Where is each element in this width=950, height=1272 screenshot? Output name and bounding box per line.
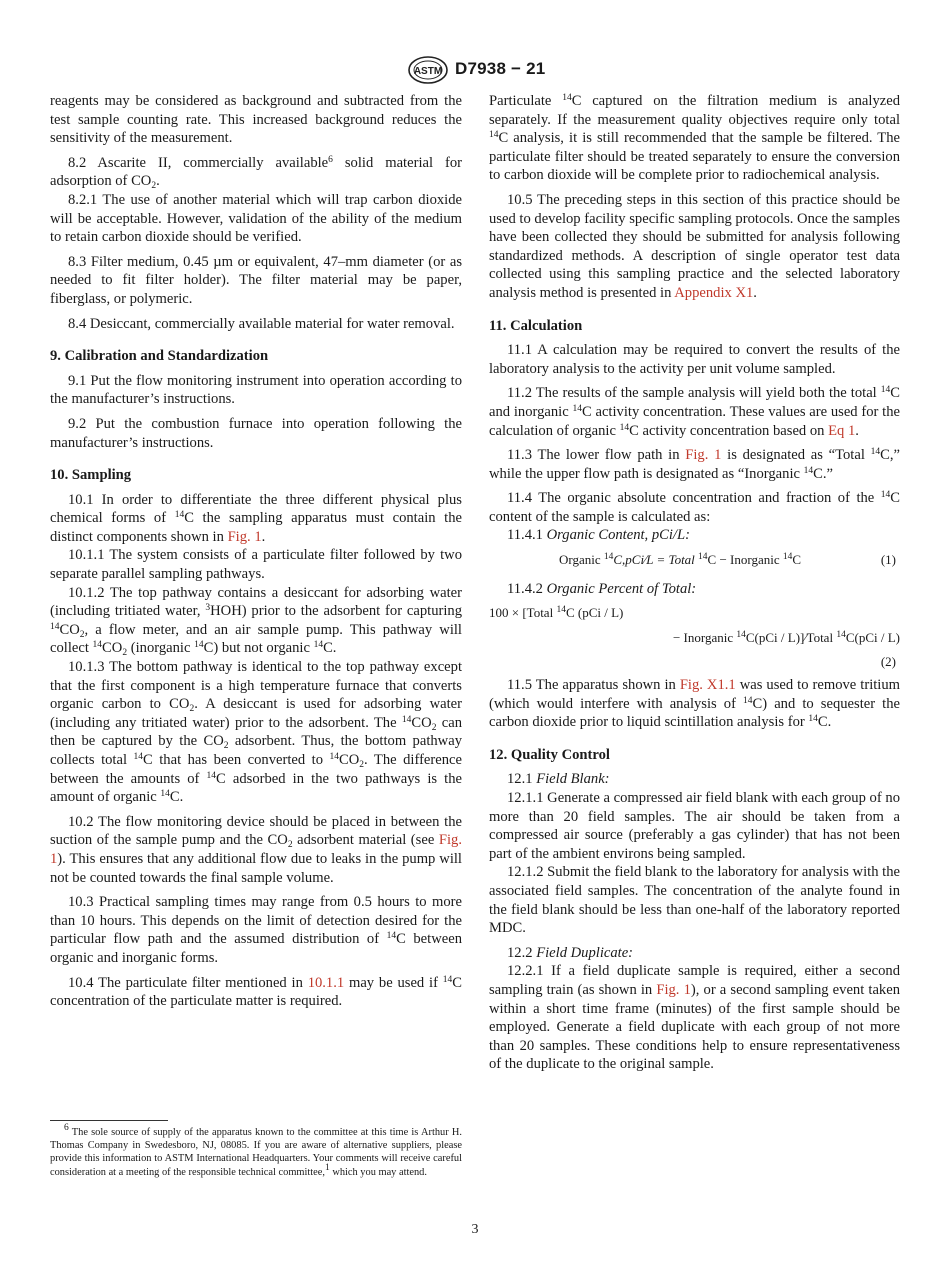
paragraph-11-5: 11.5 The apparatus shown in Fig. X1.1 was used to remove tritium (which would interfere with analysis of $^{14}$C) and to sequester the carbon dioxide prior to liquid scintillation analysis for $^{14}$C.	[489, 677, 901, 731]
paragraph-12-1-1: 12.1.1 Generate a compressed air field blank with each group of no more than 20 field samples. The air should be taken from a compressed air source (preferably a gas cylinder) that has not been part of the ambient environs being sampled.	[489, 790, 900, 862]
paragraph-intro: reagents may be considered as background and subtracted from the test sample counting rate. This increased background reduces the sensitivity of the measurement.	[50, 93, 462, 147]
paragraph-12-1: 12.1 Field Blank:	[507, 771, 610, 788]
paragraph-11-4-1: 11.4.1 Organic Content, pCi/L:	[507, 527, 690, 544]
fig-1-link[interactable]: Fig. 1	[50, 832, 462, 867]
paragraph-11-4-2: 11.4.2 Organic Percent of Total:	[507, 580, 697, 597]
paragraph-9-2: 9.2 Put the combustion furnace into operation following the manufacturer’s instructions.	[50, 415, 462, 451]
fig-1-link[interactable]: Fig. 1	[685, 447, 722, 464]
paragraph-11-2: 11.2 The results of the sample analysis will yield both the total $^{14}$C and inorganic $^{14}$C activity concentration. These values are used for the calculation of organic $^{14}$C activity concentration based on Eq 1.	[489, 385, 900, 439]
fig-1-link[interactable]: Fig. 1	[656, 981, 691, 998]
paragraph-10-1: 10.1 In order to differentiate the three different physical plus chemical forms of $^{14}$C the sampling apparatus must contain the distinct components shown in Fig. 1.	[50, 491, 462, 545]
section-heading-12: 12. Quality Control	[489, 746, 610, 763]
paragraph-9-1: 9.1 Put the flow monitoring instrument into operation according to the manufacturer’s instructions.	[50, 372, 462, 408]
paragraph-8-4: 8.4 Desiccant, commercially available material for water removal.	[68, 315, 455, 332]
equation-number: (1)	[880, 552, 896, 568]
paragraph-10-2: 10.2 The flow monitoring device should be placed in between the suction of the sample pump and the $CO_2$ adsorbent material (see Fig. 1). This ensures that any additional flow due to leaks in the pump will not be counted towards the final sample volume.	[50, 813, 462, 886]
section-heading-10: 10. Sampling	[50, 467, 132, 484]
left-column	[50, 92, 462, 1017]
section-heading-11: 11. Calculation	[489, 317, 583, 334]
fig-x1-1-link[interactable]: Fig. X1.1	[679, 677, 736, 694]
paragraph-8-3: 8.3 Filter medium, 0.45 µm or equivalent, 47–mm diameter (or as needed to fit filter holder). The filter material may be paper, fiberglass, or polymeric.	[50, 253, 462, 307]
paragraph-12-1-2: 12.1.2 Submit the field blank to the laboratory for analysis with the associated field samples. The concentration of the analyte found in the field blank should be less than one-half of the laboratory reported MDC.	[489, 864, 900, 937]
appendix-x1-link[interactable]: Appendix X1	[674, 284, 754, 301]
equation-2-line-1: 100 × [Total $^{14}$C (pCi / L)	[489, 605, 624, 621]
fig-1-link[interactable]: Fig. 1	[227, 528, 262, 545]
equation-1: Organic $^{14}$C,pCi⁄L = Total $^{14}$C − Inorganic $^{14}$C (1)	[489, 551, 900, 570]
section-heading-9: 9. Calibration and Standardization	[50, 348, 269, 365]
paragraph-12-2: 12.2 Field Duplicate:	[507, 944, 634, 961]
paragraph-8-2-1: 8.2.1 The use of another material which will trap carbon dioxide will be acceptable. However, validation of the ability of the medium to retain carbon dioxide should be verified.	[50, 191, 462, 246]
paragraph-8-2: 8.2 Ascarite II, commercially available$^6$ solid material for adsorption of $CO_2$.	[50, 154, 463, 192]
paragraph-12-2-1: 12.2.1 If a field duplicate sample is required, either a second sampling train (as shown in Fig. 1), or a second sampling event taken within a short time frame (minutes) of the first sample should be employed. Generate a field duplicate with each group of not more than 20 samples. These conditions help to ensure representativeness of the duplicate to the original sample.	[489, 963, 900, 1073]
footnote-6: $^6$ The sole source of supply of the apparatus known to the committee at this time is Arthur H. Thomas Company in Swedesboro, NJ, 08085. If you are aware of alternative suppliers, please provide this information to ASTM International Headquarters. Your comments will receive careful consideration at a meeting of the responsible technical committee,$^1$ which you may attend.	[50, 1123, 462, 1178]
eq-1-link[interactable]: Eq 1	[828, 422, 856, 439]
logo-text: ASTM	[413, 66, 443, 77]
document-id: D7938 − 21	[455, 59, 546, 78]
paragraph-10-3: 10.3 Practical sampling times may range from 0.5 hours to more than 10 hours. This depends on the limit of detection desired for the particular flow path and the assumed distribution of $^{14}$C between organic and inorganic forms.	[50, 894, 462, 966]
page-number: 3	[471, 1222, 479, 1237]
paragraph-10-1-2: 10.1.2 The top pathway contains a desiccant for adsorbing water (including tritiated water, $^3$HOH) prior to the adsorbent for capturing $^{14}CO_2$, a flow meter, and an air sample pump. This pathway will collect $^{14}CO_2$ (inorganic $^{14}$C) but not organic $^{14}$C.	[50, 584, 463, 659]
paragraph-10-1-3: 10.1.3 The bottom pathway is identical to the top pathway except that the first component is a high temperature furnace that converts organic carbon to $CO_2$. A desiccant is used for adsorbing water (including any tritiated water) prior to the adsorbent. The $^{14}CO_2$ can then be captured by the $CO_2$ adsorbent. Thus, the bottom pathway collects total $^{14}$C that has been converted to $^{14}CO_2$. The difference between the amounts of $^{14}$C adsorbed in the two pathways is the amount of organic $^{14}$C.	[50, 659, 463, 806]
astm-logo-icon	[408, 56, 448, 84]
paragraph-11-4: 11.4 The organic absolute concentration and fraction of the $^{14}$C content of the sample is calculated as:	[489, 490, 900, 525]
paragraph-10-1-1: 10.1.1 The system consists of a particulate filter followed by two separate parallel sampling pathways.	[50, 547, 462, 583]
right-column	[489, 92, 900, 1080]
equation-2	[489, 604, 900, 672]
footnote-divider	[50, 1120, 168, 1121]
section-10-1-1-link[interactable]: 10.1.1	[307, 974, 345, 991]
paragraph-10-4-continued: Particulate $^{14}$C captured on the filtration medium is analyzed separately. If the measurement quality objectives require only total $^{14}$C analysis, it is still recommended that the sample be filtered. The particulate filter should be treated separately to ensure the conversion to carbon dioxide will be complete prior to radiochemical analysis.	[489, 93, 900, 184]
paragraph-11-3: 11.3 The lower flow path in Fig. 1 is designated as “Total $^{14}$C,” while the upper flow path is designated as “Inorganic $^{14}$C.”	[489, 447, 900, 482]
equation-2-line-2: − Inorganic $^{14}$C(pCi / L)]⁄Total $^{14}$C(pCi / L)	[672, 629, 900, 645]
paragraph-10-4: 10.4 The particulate filter mentioned in 10.1.1 may be used if $^{14}$C concentration of the particulate matter is required.	[50, 974, 462, 1010]
paragraph-10-5: 10.5 The preceding steps in this section of this practice should be used to develop facility specific sampling protocols. Once the samples have been collected they should be submitted for analysis following standardized methods. A description of single operator test data collected using this sampling practice and the selected laboratory analysis method is presented in Appendix X1.	[489, 191, 900, 301]
footnote-ref[interactable]: 6	[328, 154, 333, 165]
equation-number: (2)	[880, 654, 896, 670]
paragraph-11-1: 11.1 A calculation may be required to convert the results of the laboratory analysis to the activity per unit volume sampled.	[489, 342, 900, 377]
page-header	[0, 56, 950, 86]
